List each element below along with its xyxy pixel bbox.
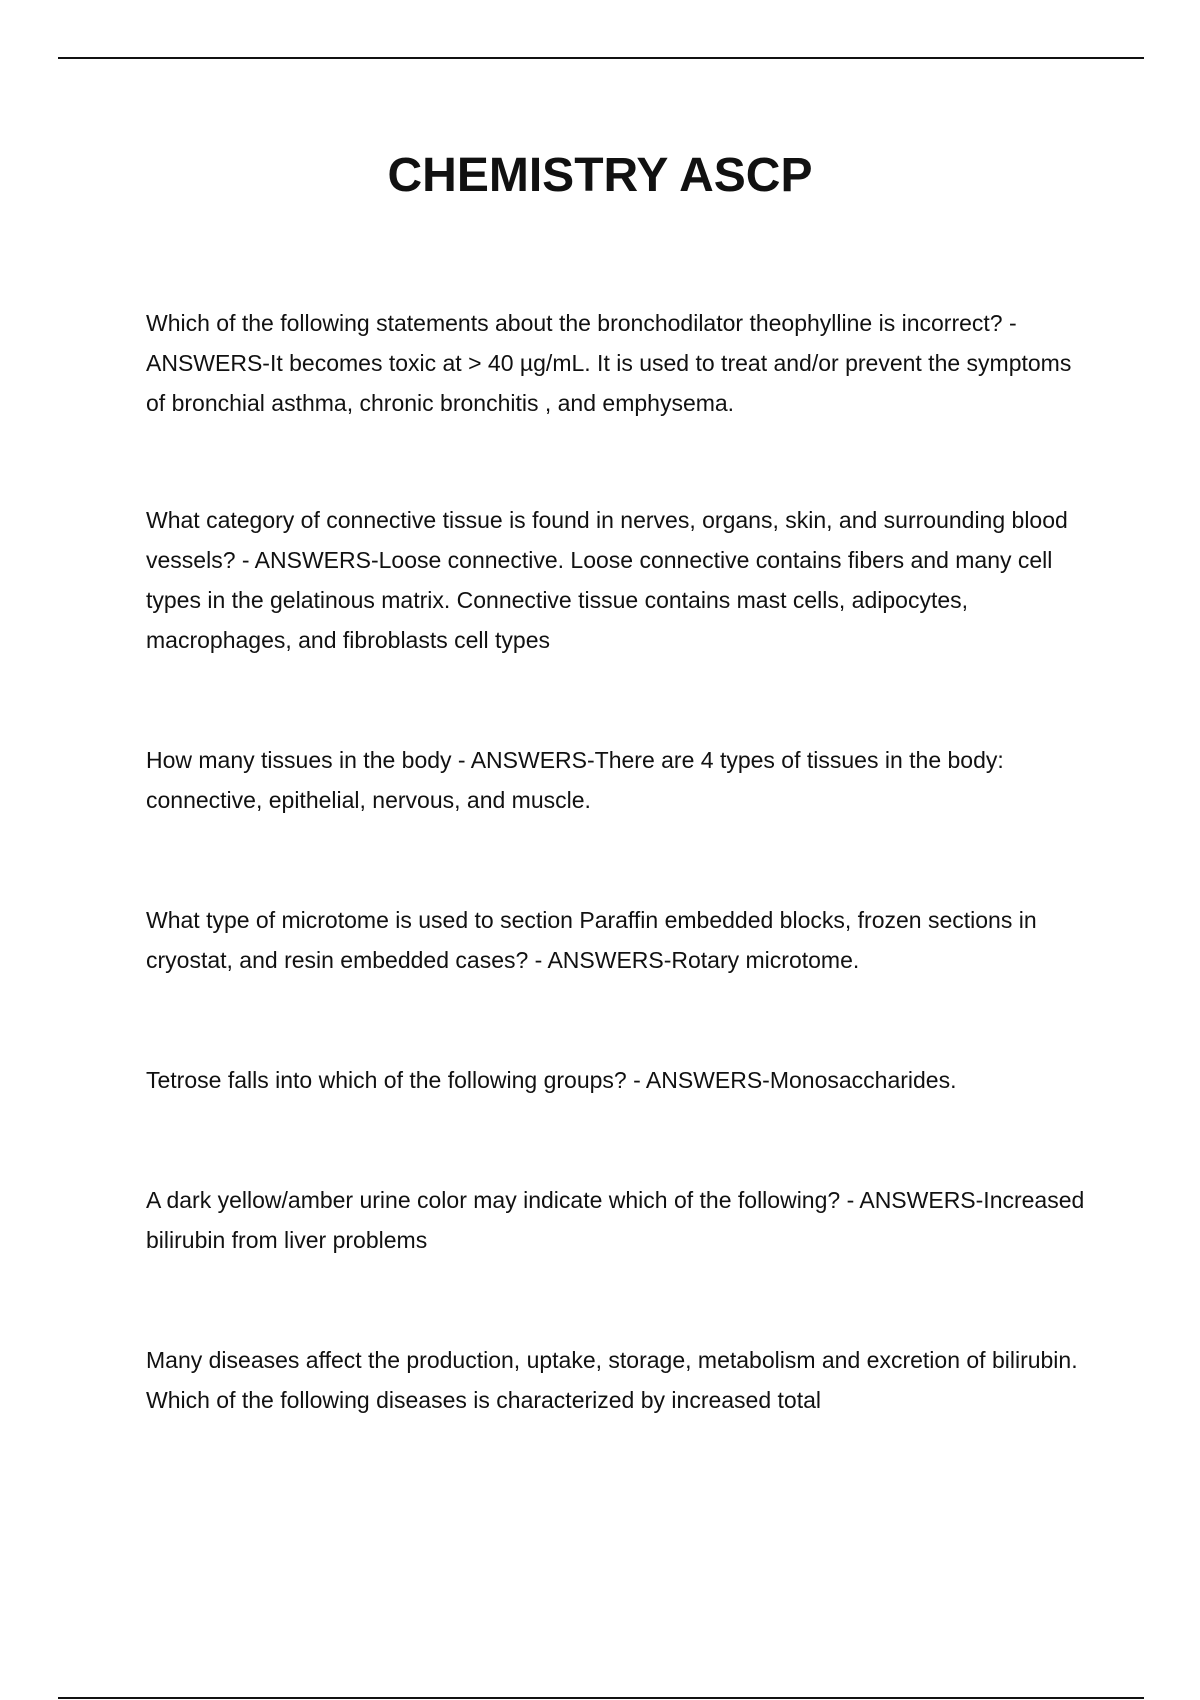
qa-entry-urine-color: A dark yellow/amber urine color may indicate which of the following? - ANSWERS-Increased bilirubin from liver problems: [146, 1187, 1085, 1253]
document-title: CHEMISTRY ASCP: [387, 149, 813, 202]
qa-entry-theophylline: Which of the following statements about the bronchodilator theophylline is incorrect? - ANSWERS-It becomes toxic at > 40 µg/mL. It is used to treat and/or prevent the symptoms of bronchial asthma, chronic bronchitis , and emphysema.: [146, 310, 1072, 416]
qa-entry-connective-tissue: What category of connective tissue is found in nerves, organs, skin, and surrounding blood vessels? - ANSWERS-Loose connective. Loose connective contains fibers and many cell types in the gelatinous matrix. Connective tissue contains mast cells, adipocytes, macrophages, and fibroblasts cell types: [146, 507, 1068, 653]
bottom-divider: [58, 1697, 1144, 1699]
qa-entry-tetrose: Tetrose falls into which of the following groups? - ANSWERS-Monosaccharides.: [146, 1067, 957, 1093]
top-divider: [58, 57, 1144, 59]
qa-entry-bilirubin: Many diseases affect the production, uptake, storage, metabolism and excretion of bilirubin. Which of the following diseases is characterized by increased total: [146, 1347, 1078, 1413]
qa-entry-tissue-types: How many tissues in the body - ANSWERS-There are 4 types of tissues in the body: connective, epithelial, nervous, and muscle.: [146, 747, 1004, 813]
qa-entry-microtome: What type of microtome is used to section Paraffin embedded blocks, frozen sections in cryostat, and resin embedded cases? - ANSWERS-Rotary microtome.: [146, 907, 1037, 973]
